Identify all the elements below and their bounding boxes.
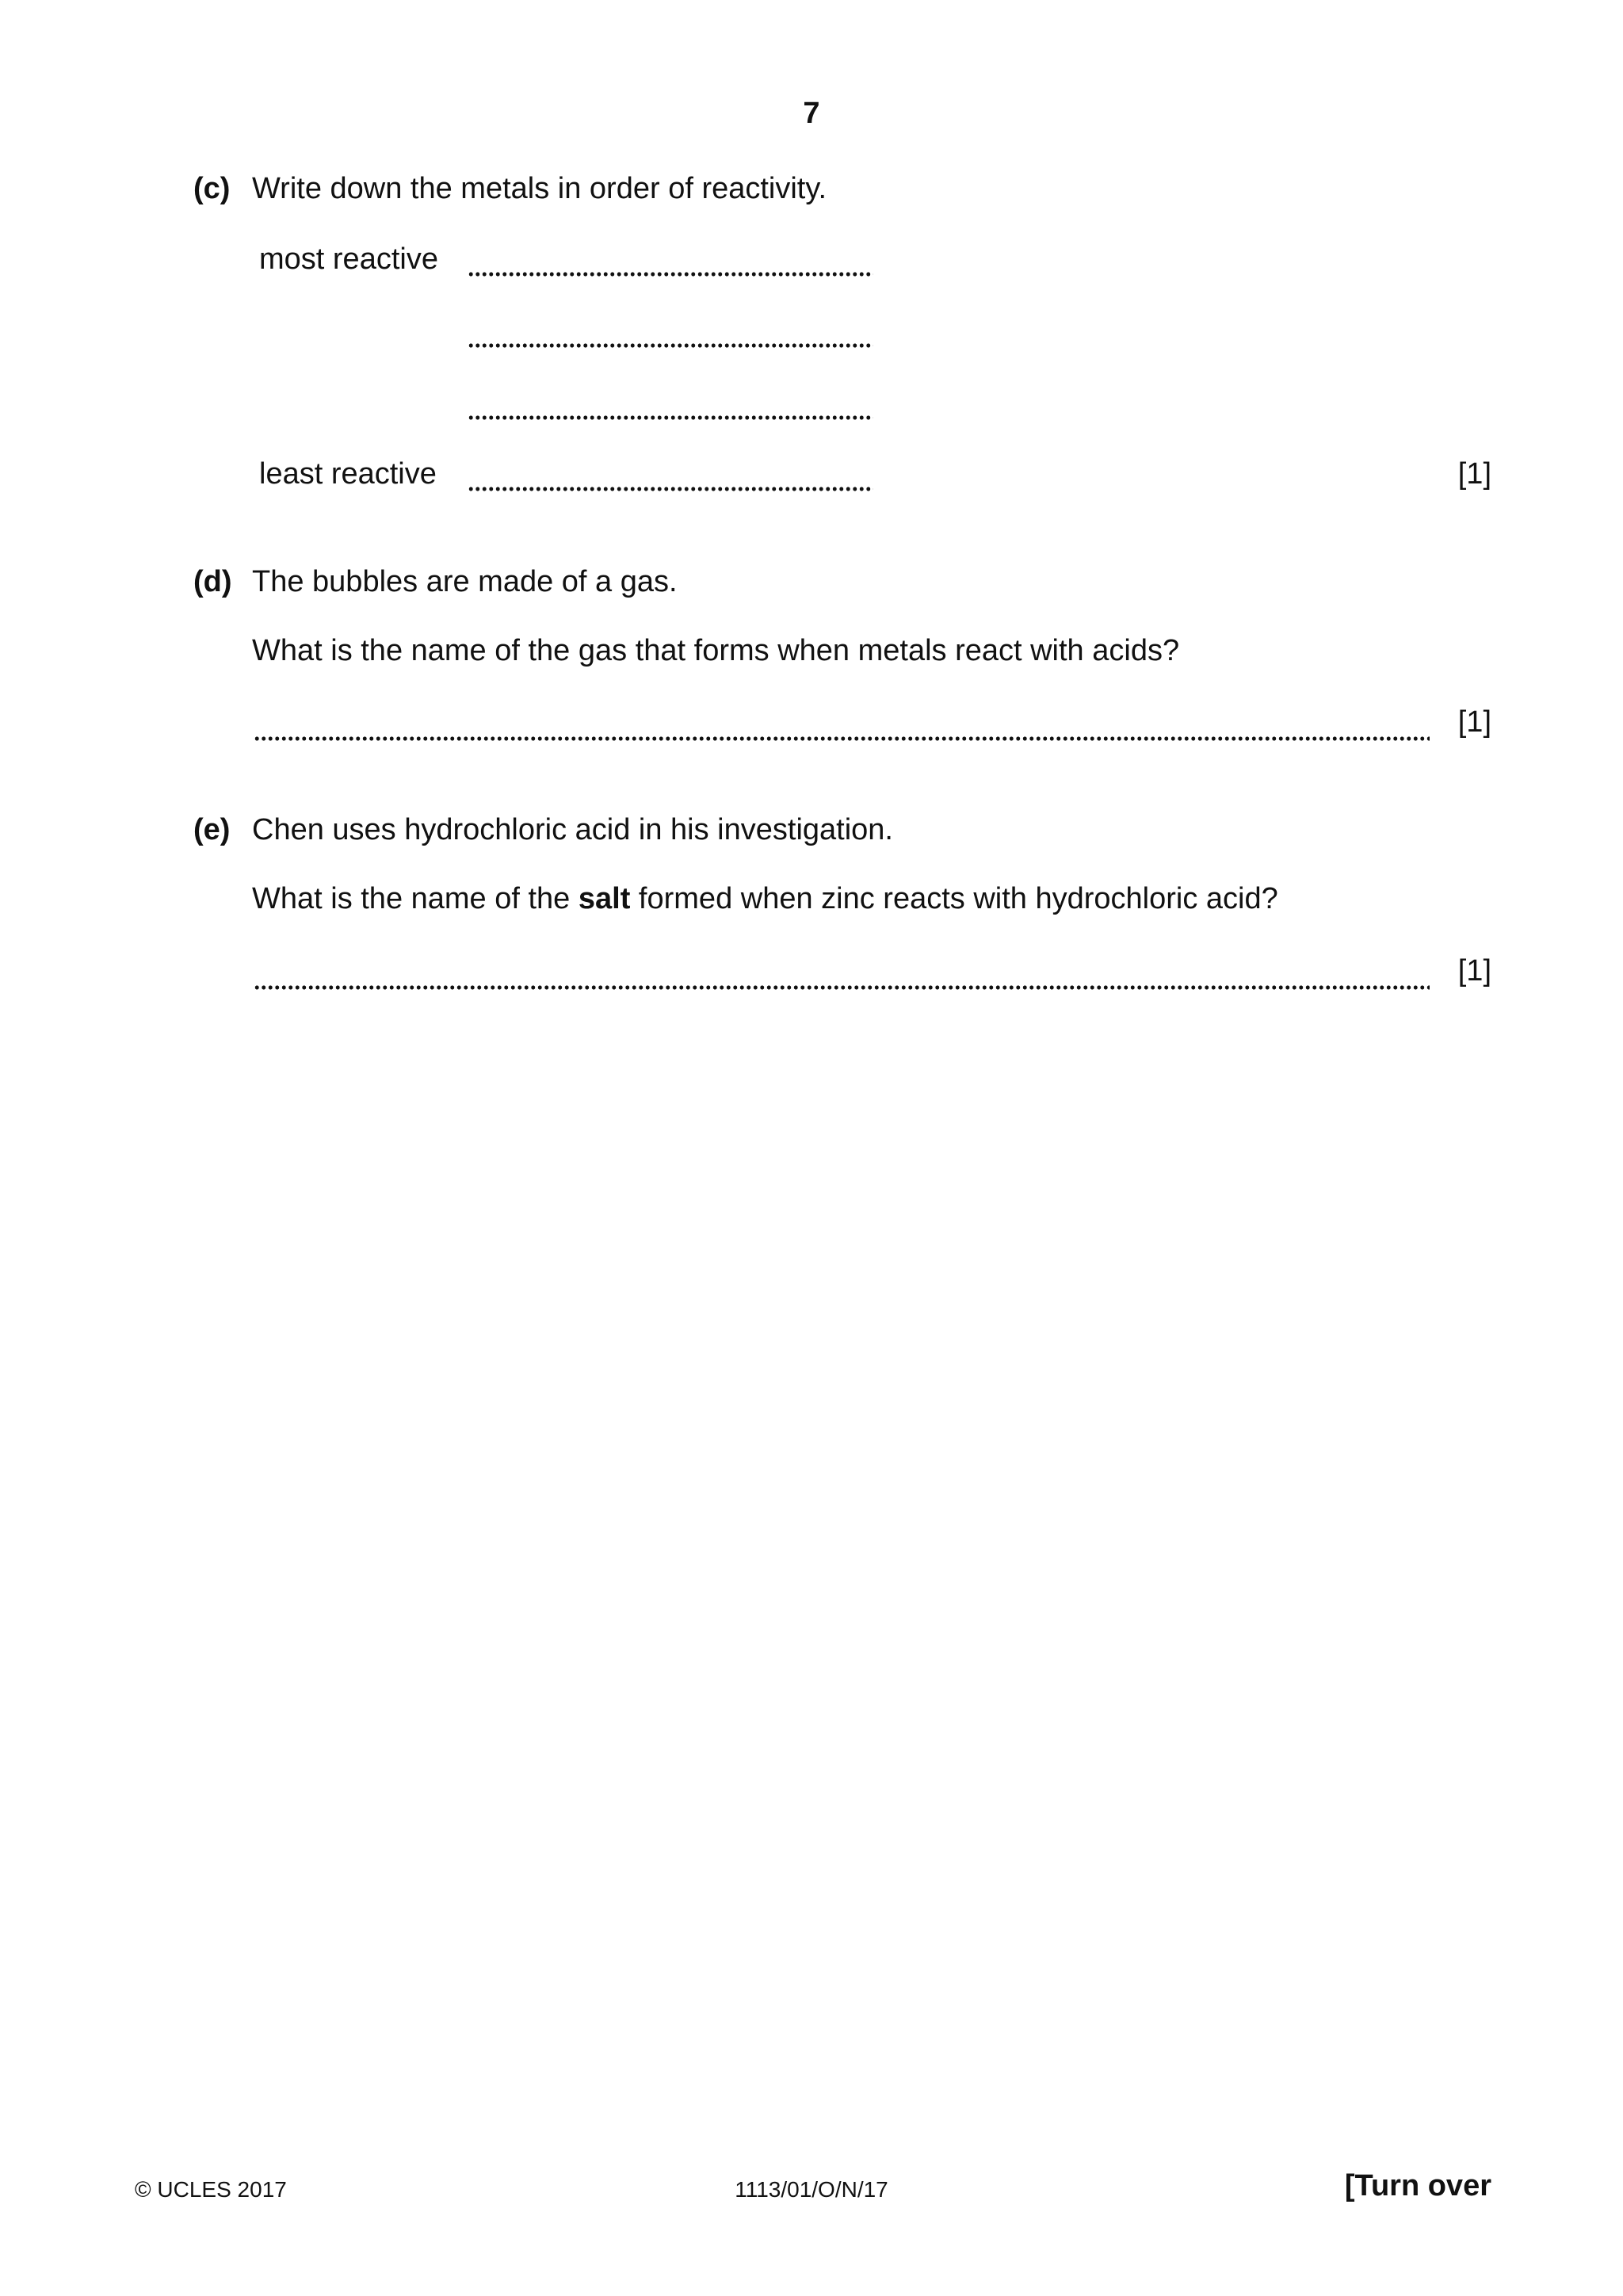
answer-line-reactivity-3[interactable] [468, 415, 873, 420]
footer-copyright: © UCLES 2017 [135, 2177, 287, 2202]
marks-c: [1] [1457, 457, 1491, 491]
least-reactive-label: least reactive [259, 457, 437, 491]
question-d-statement: The bubbles are made of a gas. [252, 565, 678, 598]
question-label-c: (c) [193, 172, 231, 205]
question-e-keyword: salt [578, 882, 631, 915]
answer-line-reactivity-2[interactable] [468, 343, 873, 348]
answer-line-reactivity-4[interactable] [468, 487, 873, 491]
turn-over-label: [Turn over [1344, 2169, 1491, 2202]
question-e-text-start: What is the name of the [252, 882, 579, 915]
answer-line-gas[interactable] [254, 736, 1430, 741]
question-e-text [252, 882, 1278, 916]
question-e-statement: Chen uses hydrochloric acid in his investigation. [252, 813, 893, 846]
marks-e: [1] [1457, 954, 1491, 988]
question-e-text-end: formed when zinc reacts with hydrochloric acid? [630, 882, 1278, 915]
question-label-d: (d) [193, 565, 232, 598]
page-number: 7 [803, 97, 820, 130]
answer-line-reactivity-1[interactable] [468, 272, 873, 277]
most-reactive-label: most reactive [259, 243, 438, 276]
answer-line-salt[interactable] [254, 985, 1430, 990]
question-d-text: What is the name of the gas that forms when metals react with acids? [252, 634, 1180, 667]
footer-paper-code: 1113/01/O/N/17 [735, 2177, 888, 2202]
question-c-prompt: Write down the metals in order of reactivity. [252, 172, 827, 205]
question-label-e: (e) [193, 813, 231, 846]
marks-d: [1] [1457, 705, 1491, 739]
